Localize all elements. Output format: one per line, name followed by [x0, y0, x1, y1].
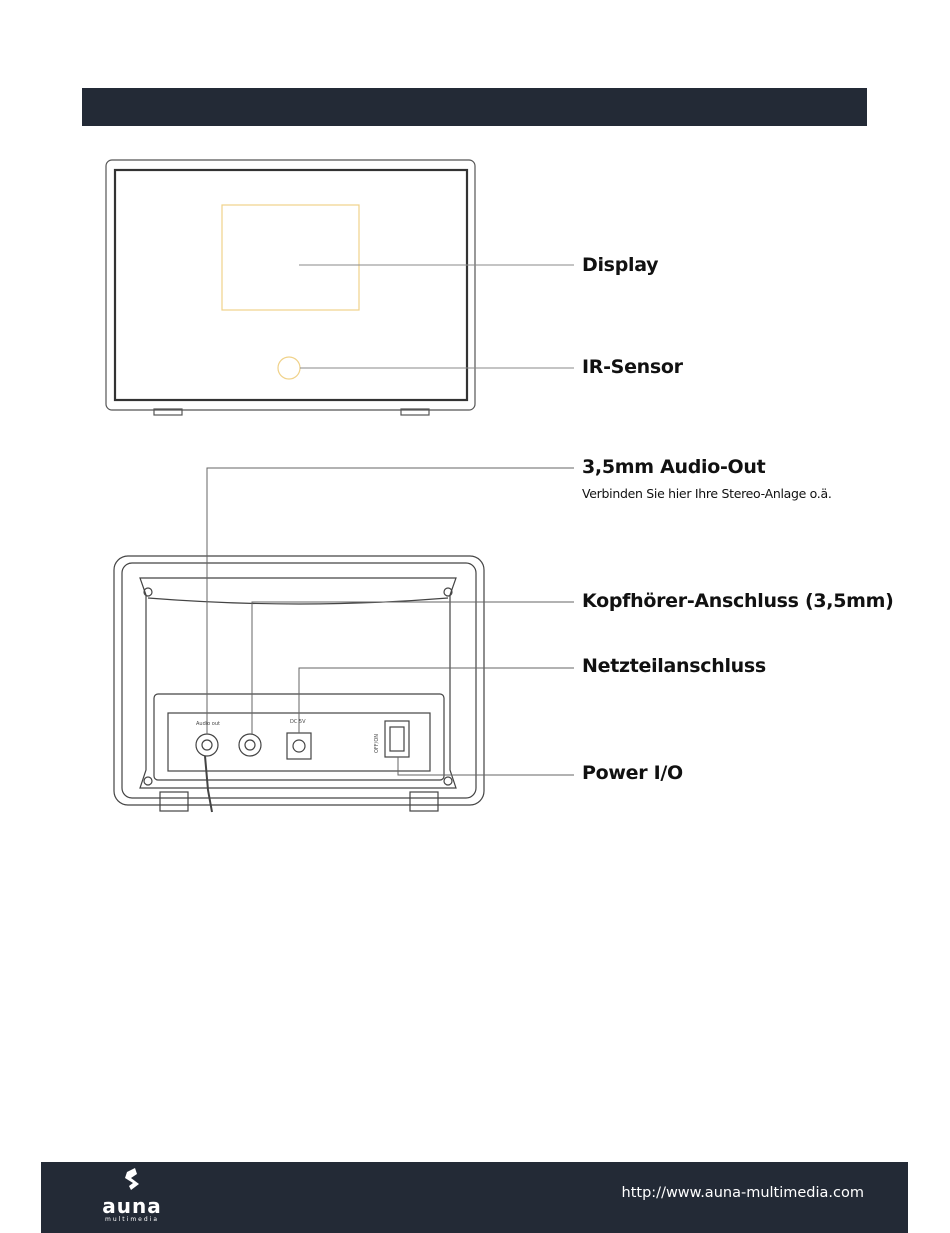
dc-label: DC 5V: [290, 719, 306, 725]
switch-label: OFF/ON: [374, 733, 380, 753]
power-switch-label: Power I/O: [582, 762, 683, 784]
rear-foot-right: [410, 792, 438, 811]
rear-foot-left: [160, 792, 188, 811]
power-supply-leader: [299, 668, 574, 733]
display-label: Display: [582, 254, 659, 276]
footer-url-link[interactable]: http://www.auna-multimedia.com: [621, 1185, 864, 1201]
audio-cable: [205, 756, 212, 812]
footer-bar: [41, 1162, 908, 1233]
power-supply-label: Netzteilanschluss: [582, 655, 766, 677]
logo-subtitle: multimedia: [104, 1216, 160, 1223]
front-view: [106, 160, 475, 415]
ir-sensor-label: IR-Sensor: [582, 356, 683, 378]
audio-out-jack-label: Audio out: [196, 721, 220, 727]
audio-out-label: 3,5mm Audio-Out: [582, 456, 766, 478]
headphone-label: Kopfhörer-Anschluss (3,5mm): [582, 590, 894, 612]
audio-out-jack: [196, 734, 218, 756]
rear-inner-curve: [148, 598, 448, 604]
ir-sensor-dot: [278, 357, 300, 379]
logo-wordmark: auna: [102, 1194, 162, 1218]
auna-logo: [87, 1166, 177, 1228]
display-screen: [222, 205, 359, 310]
power-switch-leader: [398, 757, 574, 775]
dc-socket: [287, 733, 311, 759]
front-outer-frame: [106, 160, 475, 410]
headphone-jack: [239, 734, 261, 756]
auna-logo-icon: [87, 1166, 177, 1196]
audio-out-description: Verbinden Sie hier Ihre Stereo-Anlage o.ä.: [582, 486, 832, 501]
